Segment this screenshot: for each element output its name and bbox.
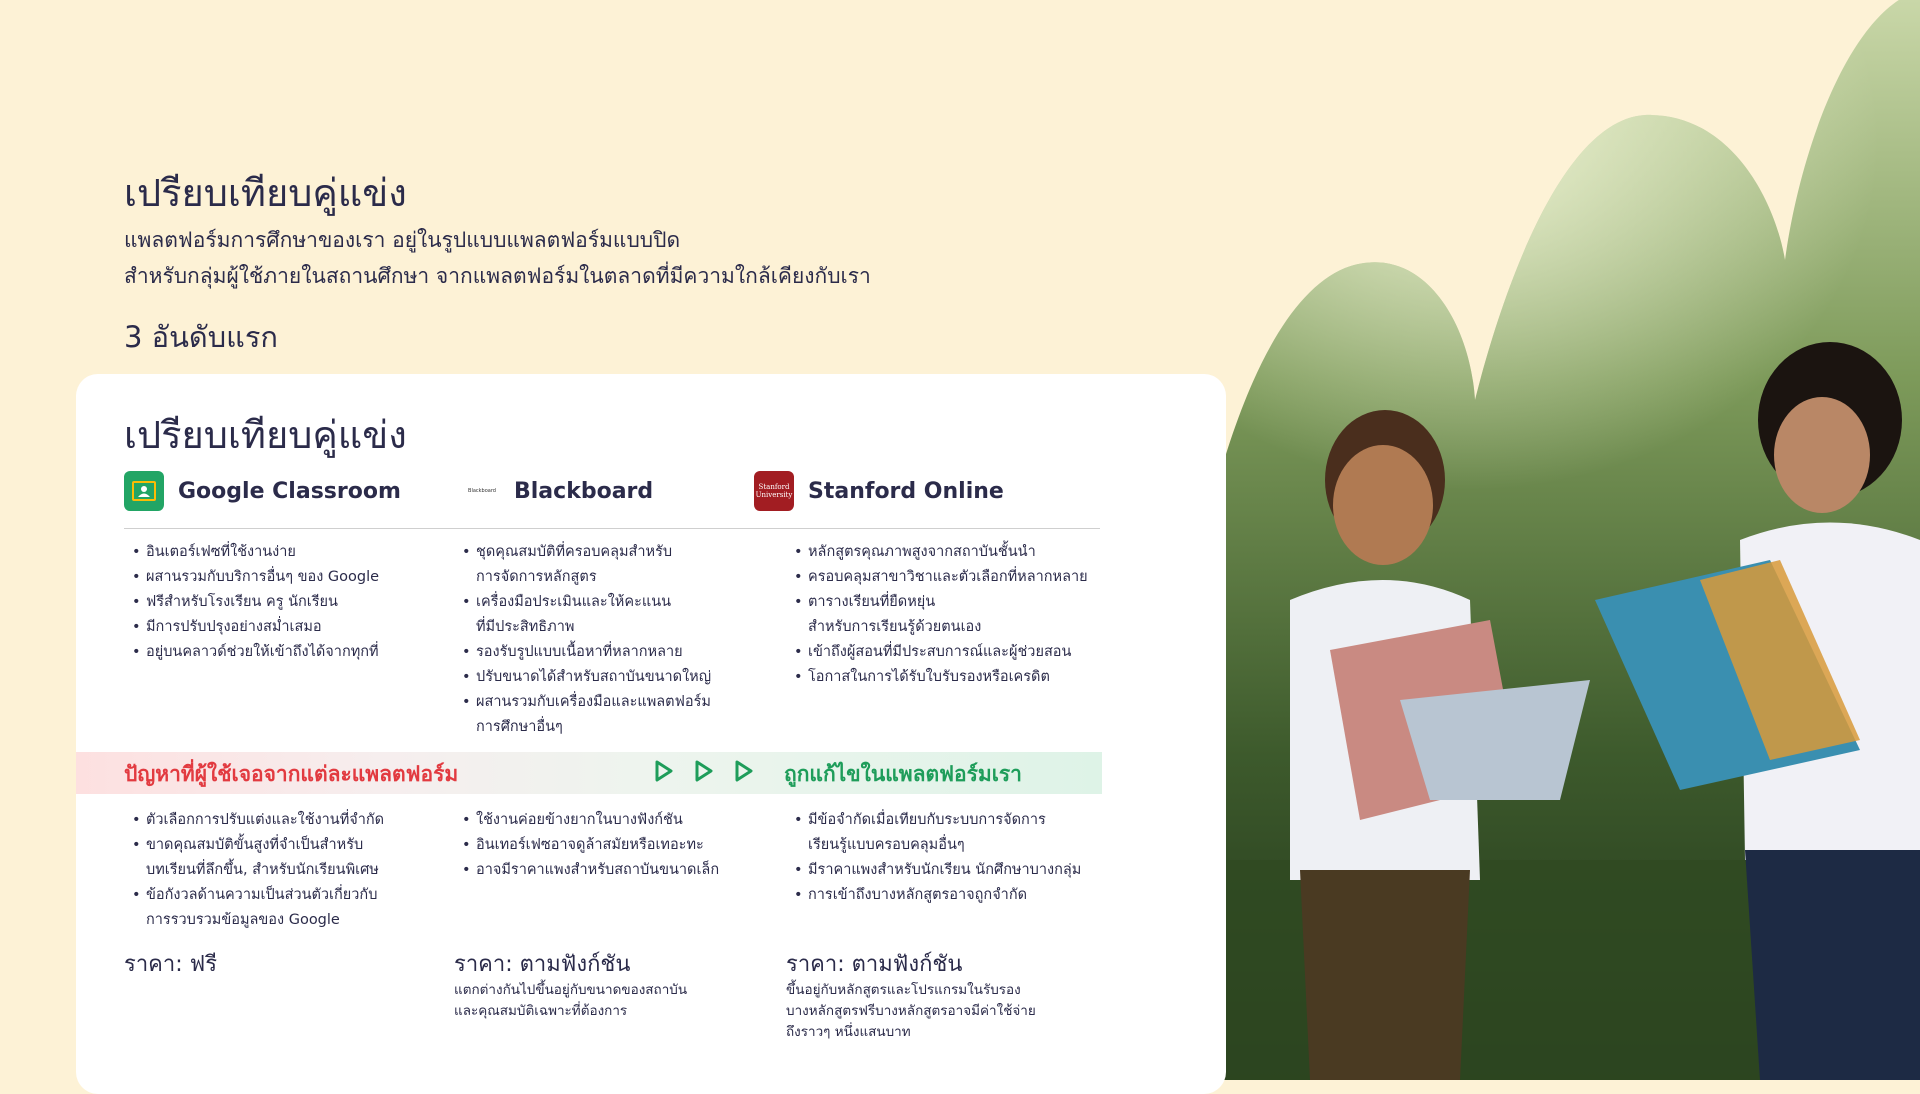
list-item (808, 540, 1088, 565)
price-note (454, 980, 687, 1022)
list-item-text: • ครอบคลุมสาขาวิชาและตัวเลือกที่หลากหลาย (808, 569, 1088, 585)
list-item-text: การรวบรวมข้อมูลของ Google (146, 912, 340, 928)
list-item-text: • การเข้าถึงบางหลักสูตรอาจถูกจำกัด (808, 887, 1028, 903)
competitor-header-stanford-online (754, 470, 1004, 512)
list-item (476, 808, 719, 833)
list-item (808, 590, 1088, 640)
google-classroom-logo-icon (124, 471, 164, 511)
list-item-text: • ขาดคุณสมบัติขั้นสูงที่จำเป็นสำหรับ (146, 837, 364, 853)
list-item (476, 690, 711, 740)
cons-list (786, 808, 1081, 908)
price-label: ราคา: ฟรี (124, 952, 218, 977)
cons-list (454, 808, 719, 883)
price-note-line: ขึ้นอยู่กับหลักสูตรและโปรแกรมในรับรอง (786, 982, 1021, 998)
competitor-header-blackboard (464, 470, 653, 512)
pros-list (124, 540, 379, 665)
list-item-text: เรียนรู้แบบครอบคลุมอื่นๆ (808, 837, 965, 853)
list-item-text: บทเรียนที่ลึกขึ้น, สำหรับนักเรียนพิเศษ (146, 862, 379, 878)
list-item-text: • ผสานรวมกับเครื่องมือและแพลตฟอร์ม (476, 694, 711, 710)
price-label: ราคา: ตามฟังก์ชัน (454, 952, 631, 977)
list-item-text: • มีราคาแพงสำหรับนักเรียน นักศึกษาบางกลุ่ม (808, 862, 1082, 878)
list-item-text: การศึกษาอื่นๆ (476, 719, 563, 735)
blackboard-logo-icon: Blackboard (468, 488, 496, 494)
problem-heading: ปัญหาที่ผู้ใช้เจอจากแต่ละแพลตฟอร์ม (124, 762, 459, 786)
list-item-text: • ใช้งานค่อยข้างยากในบางฟังก์ชัน (476, 812, 683, 828)
list-item-text: • ข้อกังวลด้านความเป็นส่วนตัวเกี่ยวกับ (146, 887, 378, 903)
list-item (476, 665, 711, 690)
list-item-text: • ผสานรวมกับบริการอื่นๆ ของ Google (146, 569, 380, 585)
list-item-text: สำหรับการเรียนรู้ด้วยตนเอง (808, 619, 982, 635)
list-item (476, 640, 711, 665)
list-item-text: • ฟรีสำหรับโรงเรียน ครู นักเรียน (146, 594, 338, 610)
page-title: เปรียบเทียบคู่แข่ง (124, 171, 407, 215)
list-item (146, 540, 379, 565)
price-note (786, 980, 1036, 1043)
play-arrow-icon (734, 760, 754, 782)
card-title: เปรียบเทียบคู่แข่ง (124, 413, 407, 457)
competitor-header-google-classroom (124, 470, 401, 512)
solution-heading: ถูกแก้ไขในแพลตฟอร์มเรา (784, 762, 1022, 786)
list-item (476, 833, 719, 858)
competitor-name: Stanford Online (808, 478, 1004, 504)
list-item (476, 858, 719, 883)
stanford-logo-icon: Stanford University (754, 471, 794, 511)
price-note-line: ถึงราวๆ หนึ่งแสนบาท (786, 1024, 911, 1040)
list-item-text: ที่มีประสิทธิภาพ (476, 619, 575, 635)
list-item (808, 565, 1088, 590)
list-item (808, 640, 1088, 665)
list-item-text: • รองรับรูปแบบเนื้อหาที่หลากหลาย (476, 644, 683, 660)
list-item-text: • โอกาสในการได้รับใบรับรองหรือเครดิต (808, 669, 1050, 685)
cons-list (124, 808, 384, 933)
play-arrow-icon (654, 760, 674, 782)
list-item-text: • ชุดคุณสมบัติที่ครอบคลุมสำหรับ (476, 544, 673, 560)
list-item-text: • หลักสูตรคุณภาพสูงจากสถาบันชั้นนำ (808, 544, 1036, 560)
divider (124, 528, 1100, 529)
list-item (476, 540, 711, 590)
list-item (146, 808, 384, 833)
list-item (146, 565, 379, 590)
price-label: ราคา: ตามฟังก์ชัน (786, 952, 963, 977)
list-item (146, 590, 379, 615)
list-item (146, 883, 384, 933)
list-item (146, 640, 379, 665)
list-item-text: • มีข้อจำกัดเมื่อเทียบกับระบบการจัดการ (808, 812, 1046, 828)
play-arrow-icon (694, 760, 714, 782)
list-item-text: • อยู่บนคลาวด์ช่วยให้เข้าถึงได้จากทุกที่ (146, 644, 379, 660)
list-item-text: • อาจมีราคาแพงสำหรับสถาบันขนาดเล็ก (476, 862, 720, 878)
list-item (476, 590, 711, 640)
list-item-text: • เข้าถึงผู้สอนที่มีประสบการณ์และผู้ช่วยสอน (808, 644, 1072, 660)
list-item (808, 883, 1081, 908)
list-item-text: • มีการปรับปรุงอย่างสม่ำเสมอ (146, 619, 322, 635)
list-item-text: การจัดการหลักสูตร (476, 569, 597, 585)
pros-list (454, 540, 711, 740)
rank-label: 3 อันดับแรก (124, 320, 278, 354)
list-item (808, 858, 1081, 883)
list-item (146, 615, 379, 640)
list-item (146, 833, 384, 883)
price-note-line: บางหลักสูตรฟรีบางหลักสูตรอาจมีค่าใช้จ่าย (786, 1003, 1036, 1019)
list-item-text: • อินเตอร์เฟซที่ใช้งานง่าย (146, 544, 296, 560)
list-item-text: • ตัวเลือกการปรับแต่งและใช้งานที่จำกัด (146, 812, 385, 828)
description-line: สำหรับกลุ่มผู้ใช้ภายในสถานศึกษา จากแพลตฟอร์มในตลาดที่มีความใกล้เคียงกับเรา (124, 264, 871, 288)
slide-content (124, 0, 1104, 1080)
description-line: แพลตฟอร์มการศึกษาของเรา อยู่ในรูปแบบแพลตฟอร์มแบบปิด (124, 228, 681, 252)
page-description (124, 222, 871, 294)
list-item (808, 665, 1088, 690)
price-note-line: และคุณสมบัติเฉพาะที่ต้องการ (454, 1003, 628, 1019)
list-item-text: • อินเทอร์เฟซอาจดูล้าสมัยหรือเทอะทะ (476, 837, 704, 853)
list-item-text: • ตารางเรียนที่ยืดหยุ่น (808, 594, 936, 610)
arrow-row (654, 760, 754, 782)
competitor-name: Google Classroom (178, 478, 401, 504)
list-item (808, 808, 1081, 858)
pros-list (786, 540, 1088, 690)
competitor-name: Blackboard (514, 478, 654, 504)
list-item-text: • เครื่องมือประเมินและให้คะแนน (476, 594, 672, 610)
price-note-line: แตกต่างกันไปขึ้นอยู่กับขนาดของสถาบัน (454, 982, 688, 998)
list-item-text: • ปรับขนาดได้สำหรับสถาบันขนาดใหญ่ (476, 669, 712, 685)
